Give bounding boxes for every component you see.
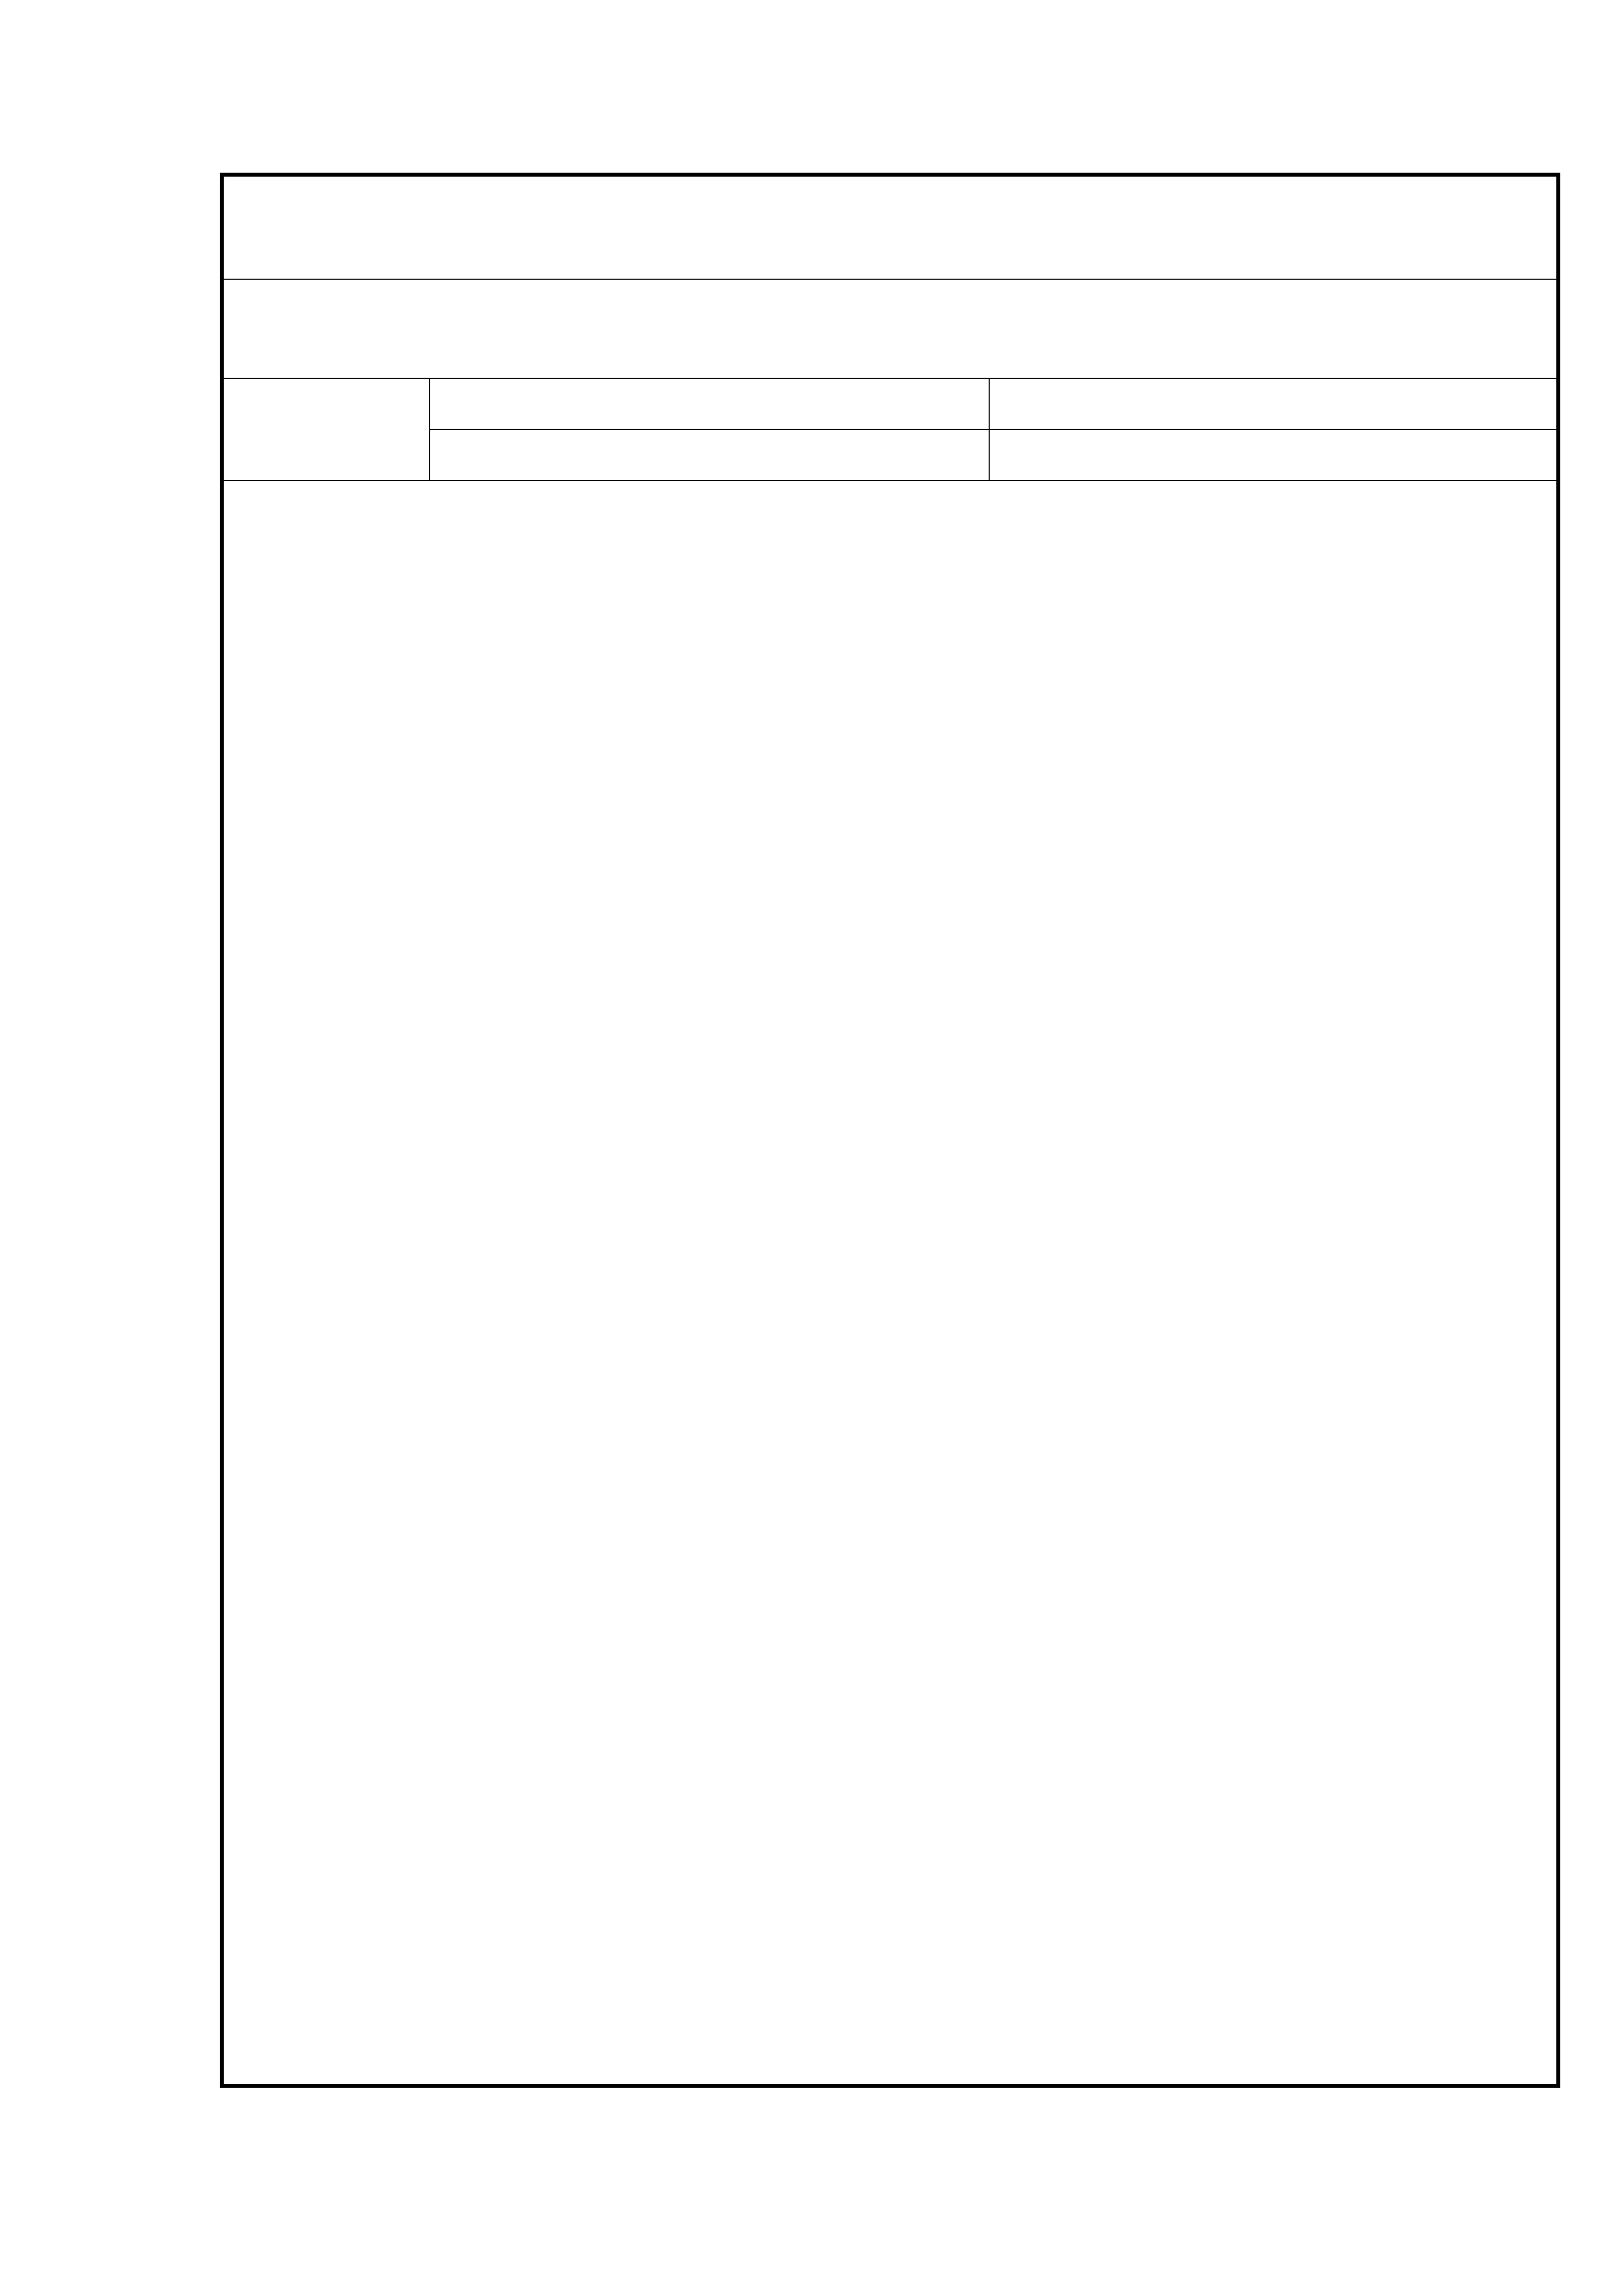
header-change-item (224, 379, 430, 480)
header-usage-approval-no (430, 379, 989, 430)
document-title (224, 177, 1556, 280)
header-approval-ref (430, 379, 990, 480)
header-completion (990, 379, 1556, 480)
license-annex-table (220, 173, 1560, 2088)
header-incoming-doc-no (430, 430, 989, 481)
header-completion-approval-no (990, 379, 1556, 430)
section-title (224, 280, 1556, 379)
table-header (224, 379, 1556, 481)
header-change-content (990, 430, 1556, 481)
